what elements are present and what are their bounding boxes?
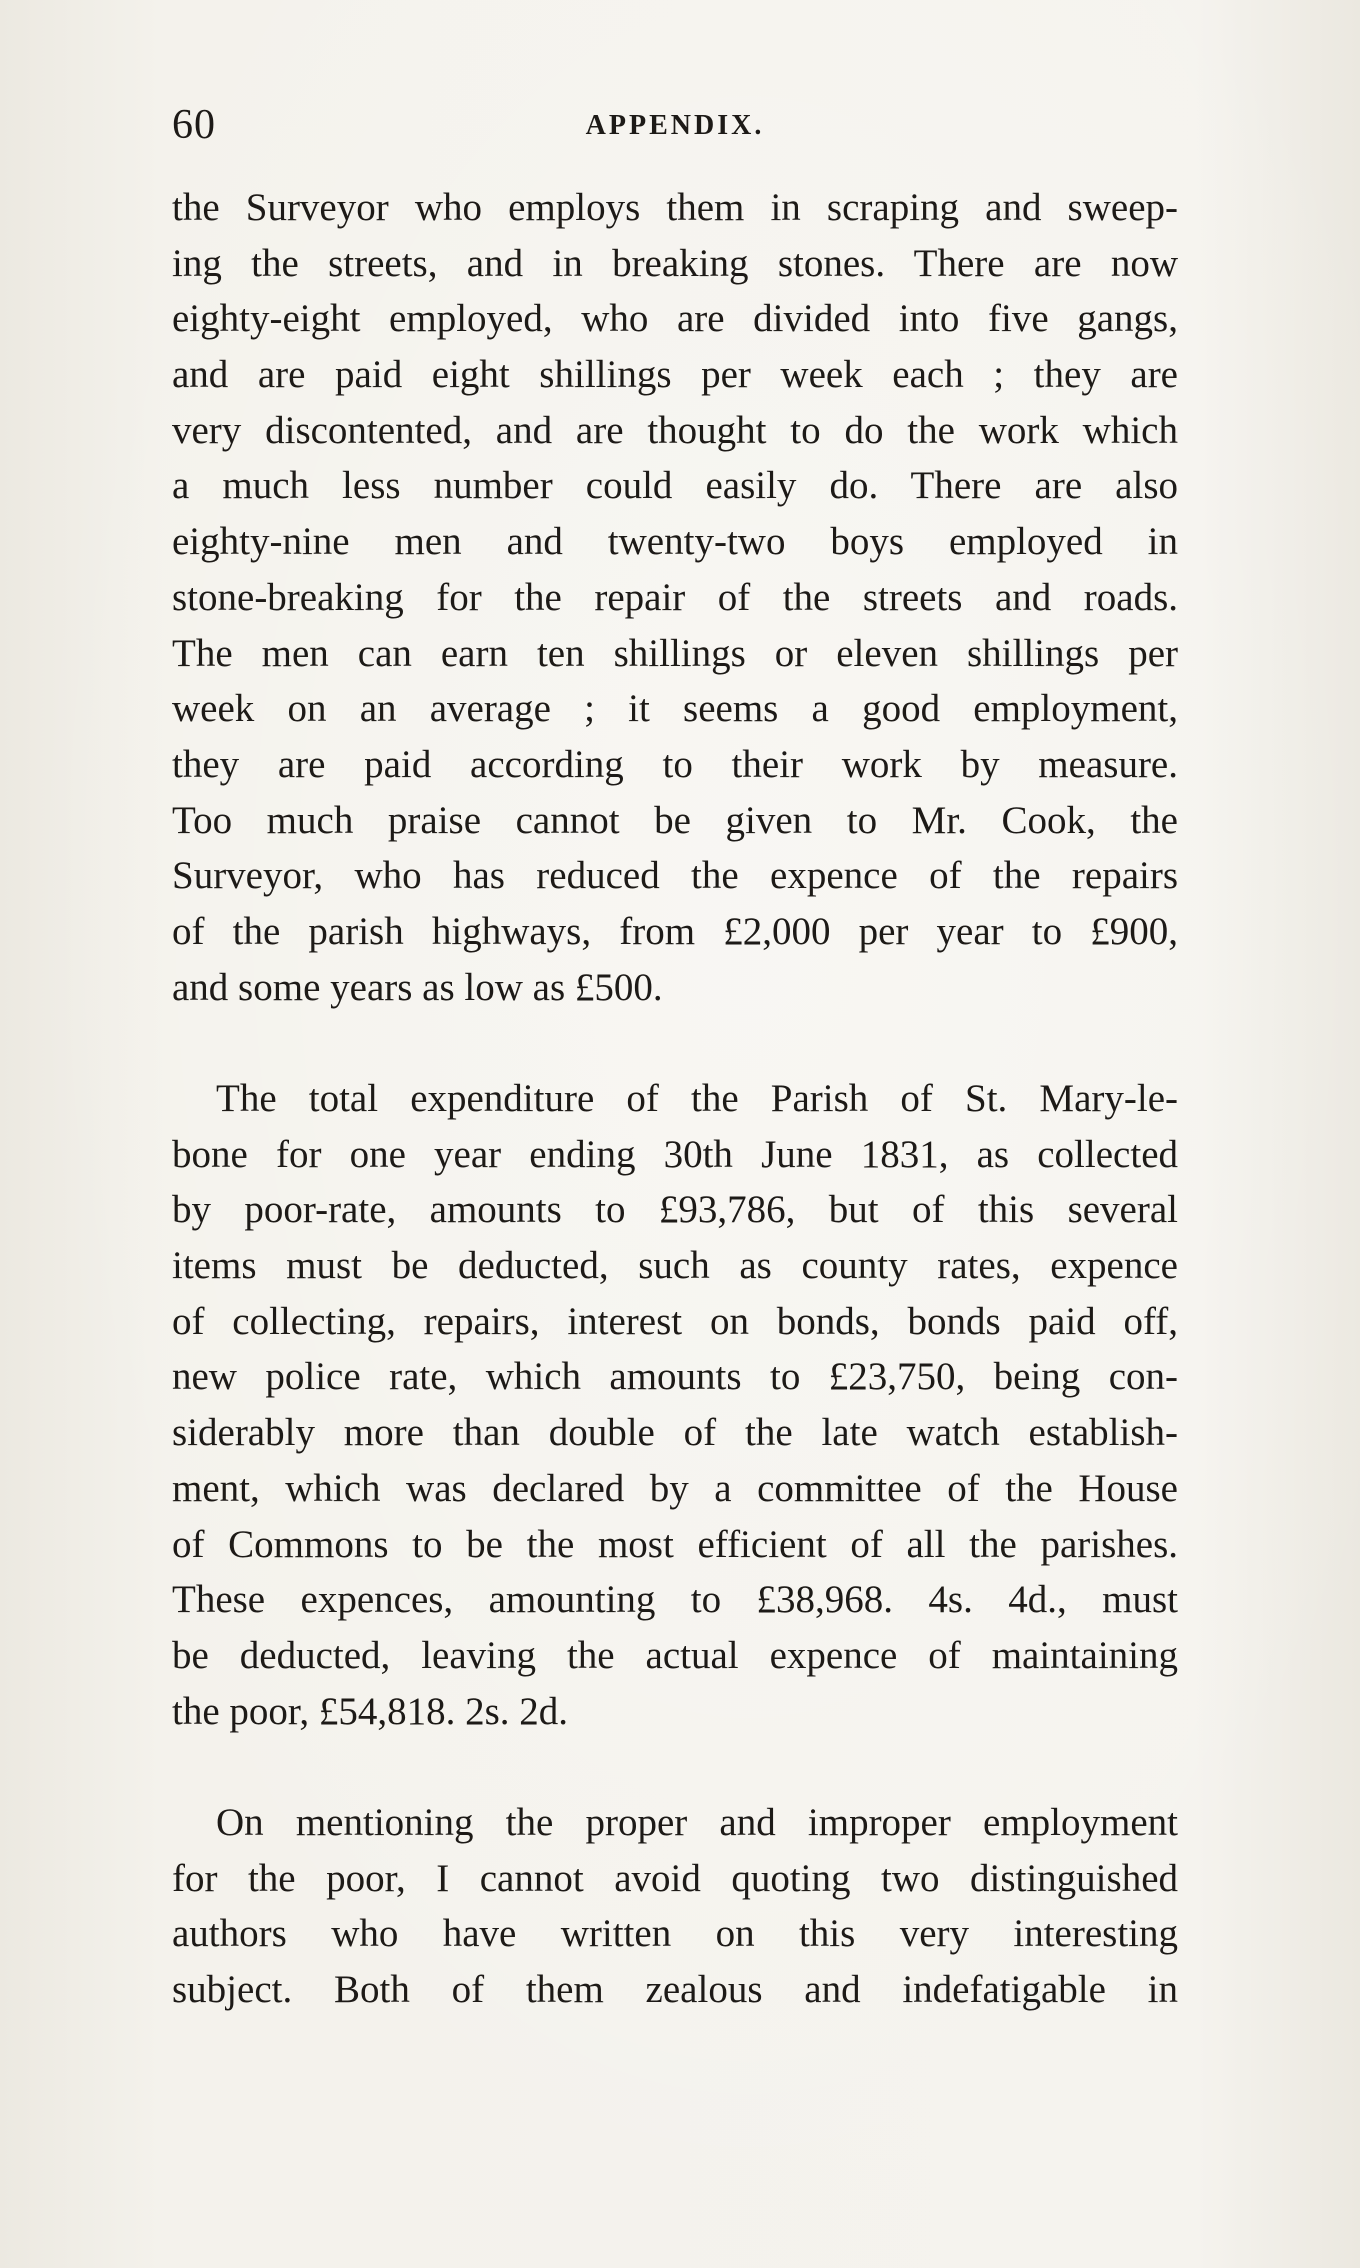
- text-line: siderably more than double of the late watch establish-: [172, 1411, 1178, 1455]
- text-line: These expences, amounting to £38,968. 4s. 4d., must: [172, 1578, 1178, 1622]
- text-line: On mentioning the proper and improper employment: [216, 1800, 1178, 1844]
- text-line: the poor, £54,818. 2s. 2d.: [172, 1689, 568, 1733]
- paragraph-employment: [172, 1795, 1178, 2018]
- text-line: eighty-nine men and twenty-two boys employed in: [172, 520, 1178, 564]
- text-line: and are paid eight shillings per week each ; they are: [172, 353, 1178, 397]
- text-line: the Surveyor who employs them in scraping and sweep-: [172, 186, 1178, 229]
- page-number: 60: [172, 102, 216, 148]
- text-line: week on an average ; it seems a good employment,: [172, 687, 1178, 731]
- paragraph-expenditure: [172, 1071, 1178, 1739]
- text-line: The men can earn ten shillings or eleven shillings per: [172, 631, 1178, 675]
- text-line: bone for one year ending 30th June 1831, as collected: [172, 1132, 1178, 1176]
- paragraph-surveyor: [172, 180, 1178, 1015]
- text-line: for the poor, I cannot avoid quoting two distinguished: [172, 1856, 1178, 1900]
- text-line: a much less number could easily do. There are also: [172, 464, 1178, 508]
- paragraph-spacer: [172, 1739, 1178, 1795]
- text-line: they are paid according to their work by measure.: [172, 742, 1178, 786]
- text-line: ment, which was declared by a committee of the House: [172, 1466, 1178, 1510]
- text-line: by poor-rate, amounts to £93,786, but of this several: [172, 1188, 1178, 1232]
- text-line: subject. Both of them zealous and indefatigable in: [172, 1968, 1178, 2011]
- paragraph-spacer: [172, 1015, 1178, 1071]
- text-line: and some years as low as £500.: [172, 965, 663, 1009]
- text-line: of collecting, repairs, interest on bonds, bonds paid off,: [172, 1299, 1178, 1343]
- running-head: APPENDIX.: [585, 110, 765, 141]
- text-line: stone-breaking for the repair of the streets and roads.: [172, 575, 1178, 619]
- body-text: [172, 180, 1178, 2018]
- page-header: [172, 100, 1178, 160]
- text-line: of the parish highways, from £2,000 per year to £900,: [172, 909, 1178, 953]
- text-line: eighty-eight employed, who are divided into five gangs,: [172, 297, 1178, 341]
- text-line: of Commons to be the most efficient of all the parishes.: [172, 1522, 1178, 1566]
- text-line: authors who have written on this very interesting: [172, 1912, 1178, 1956]
- text-line: new police rate, which amounts to £23,750, being con-: [172, 1355, 1178, 1399]
- text-line: Too much praise cannot be given to Mr. Cook, the: [172, 798, 1178, 842]
- text-line: items must be deducted, such as county rates, expence: [172, 1244, 1178, 1288]
- text-line: Surveyor, who has reduced the expence of the repairs: [172, 854, 1178, 898]
- text-line: The total expenditure of the Parish of St. Mary-le-: [216, 1077, 1178, 1120]
- text-line: very discontented, and are thought to do the work which: [172, 408, 1178, 452]
- text-line: be deducted, leaving the actual expence of maintaining: [172, 1633, 1178, 1677]
- text-line: ing the streets, and in breaking stones. There are now: [172, 241, 1178, 285]
